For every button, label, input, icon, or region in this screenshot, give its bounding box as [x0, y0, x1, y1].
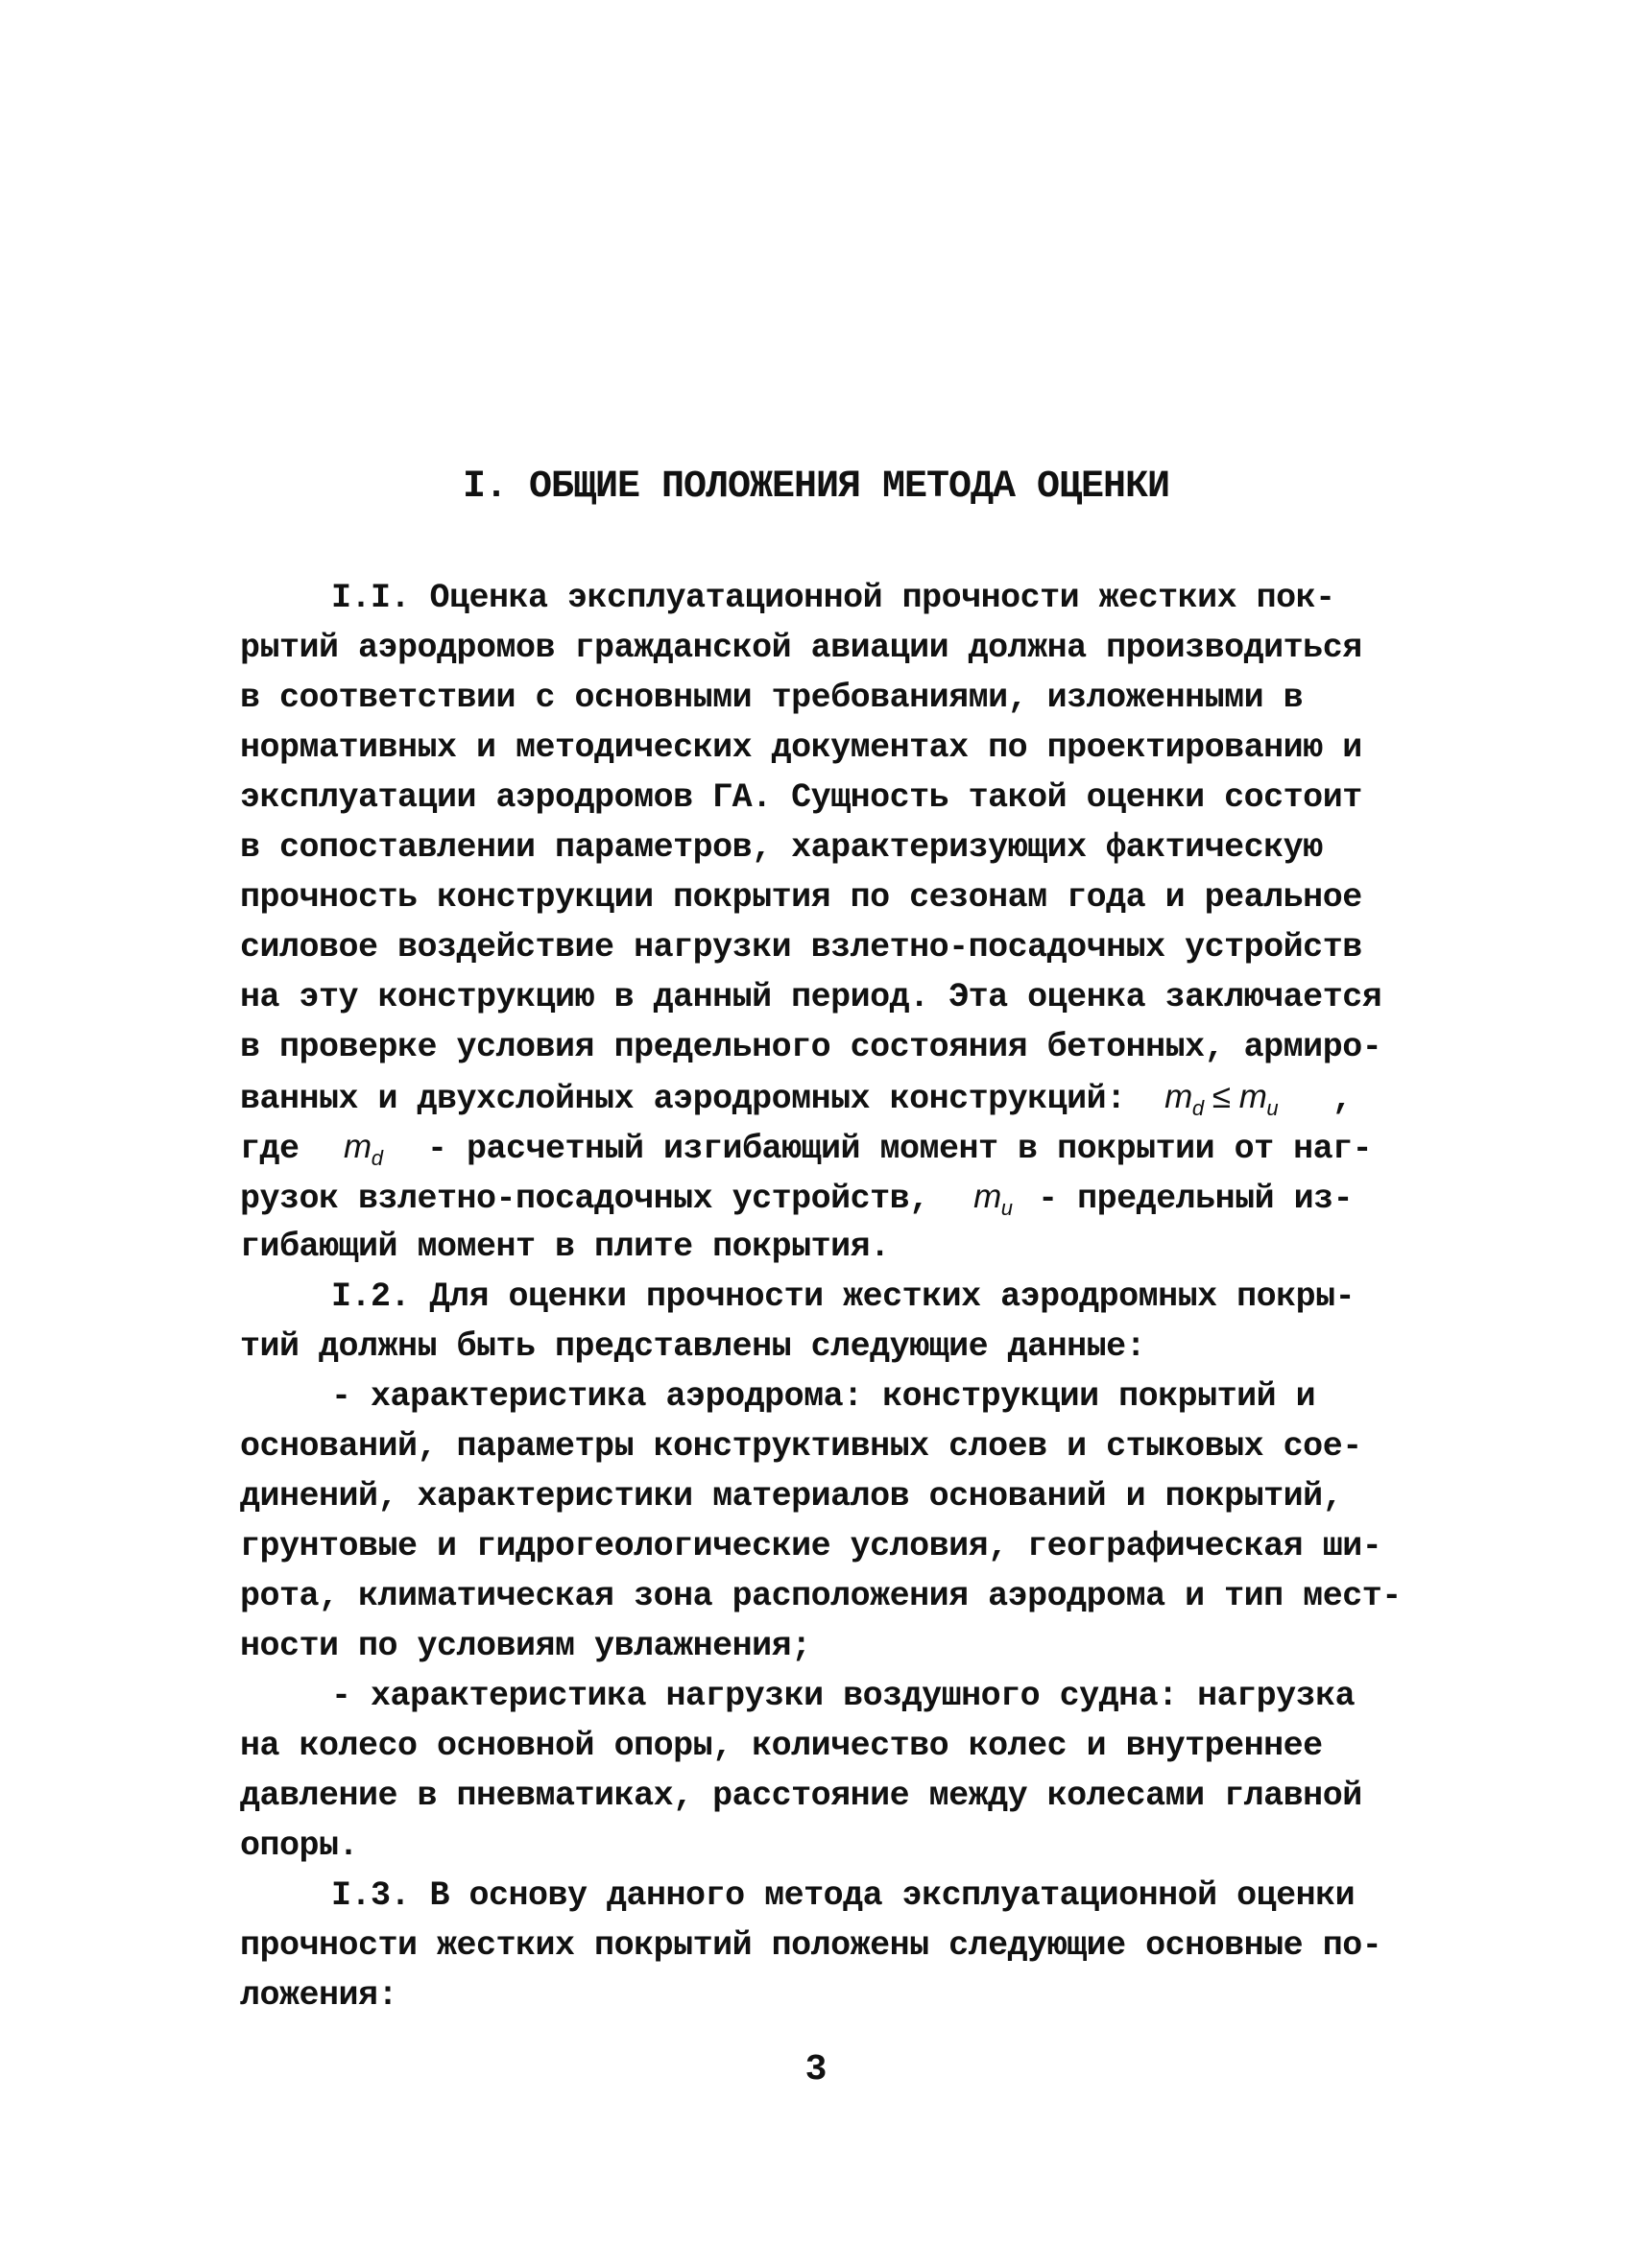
md-symbol: $m_d$ — [344, 1128, 383, 1170]
text-line-mu-definition — [240, 1178, 1353, 1221]
text-line: динений, характеристики материалов оснований и покрытий, — [240, 1477, 1343, 1516]
text-line: на колесо основной опоры, количество колес и внутреннее — [240, 1727, 1323, 1765]
text-line: тий должны быть представлены следующие данные: — [240, 1327, 1146, 1366]
condition-formula: $m_d \le m_u$ — [1164, 1078, 1279, 1120]
text-line: оснований, параметры конструктивных слоев и стыковых сое- — [240, 1427, 1362, 1466]
mu-leading-text: рузок взлетно-посадочных устройств, — [240, 1180, 929, 1218]
text-line: I.2. Для оценки прочности жестких аэродромных покры- — [331, 1277, 1356, 1316]
text-line: в сопоставлении параметров, характеризующих фактическую — [240, 828, 1323, 867]
text-line: эксплуатации аэродромов ГА. Сущность такой оценки состоит — [240, 778, 1362, 817]
section-heading: I. ОБЩИЕ ПОЛОЖЕНИЯ МЕТОДА ОЦЕНКИ — [462, 466, 1170, 509]
text-line: в соответствии с основными требованиями, изложенными в — [240, 679, 1304, 717]
text-line: на эту конструкцию в данный период. Эта оценка заключается — [240, 978, 1382, 1016]
text-line: давление в пневматиках, расстояние между колесами главной — [240, 1777, 1362, 1815]
text-line: ности по условиям увлажнения; — [240, 1627, 811, 1665]
text-line-md-definition — [240, 1128, 1372, 1171]
md-definition-text: - расчетный изгибающий момент в покрытии от наг- — [426, 1130, 1373, 1168]
text-line: нормативных и методических документах по проектированию и — [240, 728, 1362, 767]
text-line: рота, климатическая зона расположения аэродрома и тип мест- — [240, 1577, 1402, 1615]
where-word: где — [240, 1130, 300, 1168]
text-line: ванных и двухслойных аэродромных конструкций: — [240, 1080, 1126, 1118]
text-line: I.I. Оценка эксплуатационной прочности жестких пок- — [331, 579, 1335, 617]
text-line: I.3. В основу данного метода эксплуатационной оценки — [331, 1876, 1356, 1915]
text-line: грунтовые и гидрогеологические условия, географическая ши- — [240, 1527, 1382, 1565]
text-line-with-condition — [240, 1078, 1352, 1121]
text-line: ложения: — [240, 1976, 398, 2015]
mu-symbol: $m_u$ — [973, 1178, 1013, 1220]
text-line: рытий аэродромов гражданской авиации должна производиться — [240, 629, 1362, 667]
text-line: в проверке условия предельного состояния бетонных, армиро- — [240, 1028, 1382, 1066]
text-line: - характеристика нагрузки воздушного судна: нагрузка — [331, 1677, 1356, 1715]
text-line: прочности жестких покрытий положены следующие основные по- — [240, 1926, 1382, 1965]
mu-definition-text: - предельный из- — [1038, 1180, 1354, 1218]
formula-comma: , — [1332, 1080, 1353, 1118]
text-line: прочность конструкции покрытия по сезонам года и реальное — [240, 878, 1362, 917]
page-number: 3 — [804, 2049, 828, 2090]
text-line: опоры. — [240, 1826, 359, 1865]
text-line: - характеристика аэродрома: конструкции покрытий и — [331, 1377, 1316, 1416]
text-line: гибающий момент в плите покрытия. — [240, 1228, 890, 1266]
text-line: силовое воздействие нагрузки взлетно-посадочных устройств — [240, 928, 1362, 967]
